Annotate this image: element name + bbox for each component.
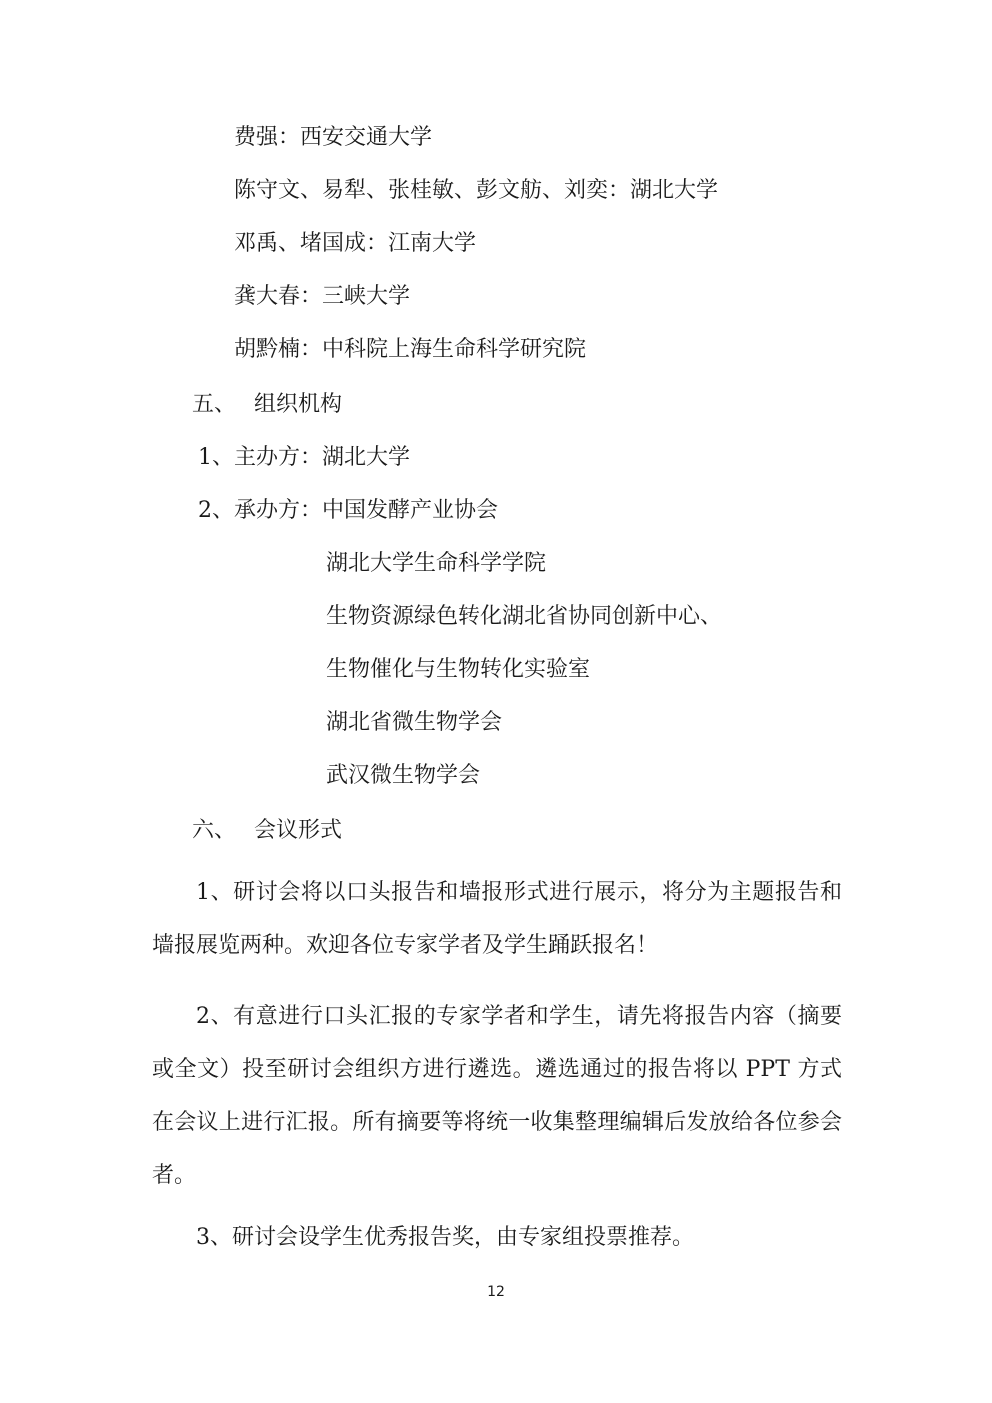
committee-member-5: 胡黔楠：中科院上海生命科学研究院: [234, 337, 587, 362]
host-line: 1、主办方：湖北大学: [198, 445, 410, 470]
committee-member-2: 陈守文、易犁、张桂敏、彭文舫、刘奕：湖北大学: [234, 178, 719, 203]
format-paragraph-1: 1、研讨会将以口头报告和墙报形式进行展示，将分为主题报告和墙报展览两种。欢迎各位专家学者及学生踊跃报名！: [152, 880, 842, 958]
section-heading-organization: [192, 390, 342, 420]
organizer-item: 武汉微生物学会: [326, 763, 481, 788]
committee-member-1: 费强：西安交通大学: [234, 125, 433, 150]
section-title: 组织机构: [254, 392, 343, 417]
section-number: 六、: [192, 818, 237, 843]
committee-member-4: 龚大春：三峡大学: [234, 284, 411, 309]
organizer-item: 湖北省微生物学会: [326, 710, 503, 735]
organizer-item: 生物催化与生物转化实验室: [326, 657, 591, 682]
organizer-item: 生物资源绿色转化湖北省协同创新中心、: [326, 604, 723, 629]
committee-member-3: 邓禹、堵国成：江南大学: [234, 231, 477, 256]
format-paragraph-3: 3、研讨会设学生优秀报告奖，由专家组投票推荐。: [196, 1225, 694, 1250]
organizer-label: 2、承办方：: [198, 498, 322, 523]
organizer-item: 湖北大学生命科学学院: [326, 551, 547, 576]
page-number: 12: [487, 1284, 505, 1300]
section-heading-format: [192, 816, 342, 846]
organizer-item: 中国发酵产业协会: [322, 498, 499, 523]
format-paragraph-2: 2、有意进行口头汇报的专家学者和学生，请先将报告内容（摘要或全文）投至研讨会组织方进行遴选。遴选通过的报告将以 PPT 方式在会议上进行汇报。所有摘要等将统一收集整理编辑后发放给各位参会者。: [152, 1004, 842, 1188]
organizer-line: [198, 496, 498, 526]
section-title: 会议形式: [254, 818, 343, 843]
section-number: 五、: [192, 392, 237, 417]
